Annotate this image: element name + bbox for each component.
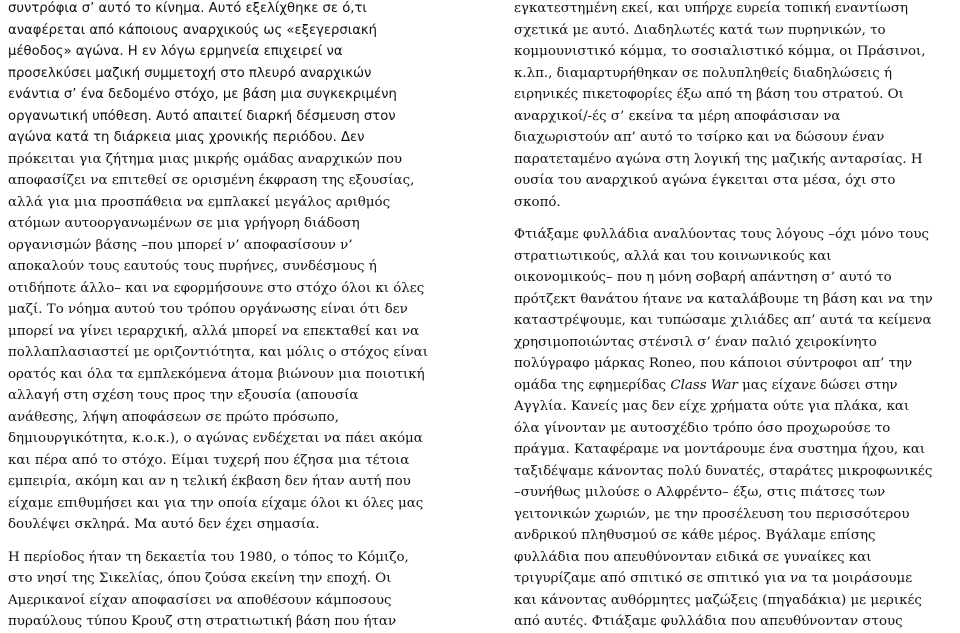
text-line: Φτιάξαμε φυλλάδια αναλύοντας τους λόγους –όχι μόνο τους [514,227,929,242]
text-line: πολλαπλασιαστεί με οριζοντιότητα, και μόλις ο στόχος είναι [8,345,428,360]
text-line: αποκαλούν τους εαυτούς τους πυρήνες, συνδέσμους ή [8,259,377,274]
text-line: στρατιωτικούς, αλλά και του κοινωνικούς και [514,248,832,264]
text-line [514,375,954,397]
text-line: συντρόφια σ’ αυτό το κίνημα. Αυτό εξελίχθηκε σε ό,τι [8,1,367,16]
text-line: Η περίοδος ήταν τη δεκαετία του 1980, ο τόπος το Κόμιζο, [8,549,409,565]
text-line: μέθοδος» αγώνα. Η εν λόγω ερμηνεία επιχειρεί να [8,44,343,59]
text-line: ανδρικού πληθυσμού σε κάθε μέρος. Βγάλαμε επίσης [514,528,876,543]
text-line: πρόκειται για ζήτημα μιας μικρής ομάδας αναρχικών που [8,151,403,167]
text-line: ταξιδέψαμε κάνοντας πολύ δυνατές, σταράτες μικροφωνικές [514,463,933,479]
text-line: οργανωτική υπόθεση. Αυτό απαιτεί διαρκή δέσμευση στον [8,108,396,124]
text-line: αλλαγή στη σχέση τους προς την εξουσία (απουσία [8,388,359,403]
text-line: ουσία του αναρχικού αγώνα έγκειται στα μέσα, όχι στο [514,173,896,188]
text-line: σχετικά με αυτό. Διαδηλωτές κατά των πυρηνικών, το [514,22,886,38]
text-line: πράγμα. Καταφέραμε να μοντάρουμε ένα συστημα ήχου, και [514,442,926,457]
text-line: πολύγραφο μάρκας Roneo, που κάποιοι σύντροφοι απ’ την [514,356,913,371]
text-line: –συνήθως μιλούσε ο Αλφρέντο– έξω, στις πιάτσες των [514,485,886,500]
text-line: αναρχικοί/-ές σ’ εκείνα τα μέρη αποφάσισαν να [514,108,841,124]
text-line: και πέρα από το στόχο. Είμαι τυχερή που έζησα μια τέτοια [8,452,410,468]
text-line: παρατεταμένο αγώνα στη λογική της μαζικής ανταρσίας. Η [514,151,923,167]
text-line: κ.λπ., διαμαρτυρήθηκαν σε πολυπληθείς διαδηλώσεις ή [514,65,893,81]
text-line: πρότζεκτ θανάτου ήτανε να καταλάβουμε τη βάση και να την [514,291,933,307]
paragraph-gap [514,213,954,224]
text-line: εμπειρία, ακόμη και αν η τελική έκβαση δεν ήταν αυτή που [8,474,411,489]
text-line: ανάθεσης, λήψη αποφάσεων σε πρώτο πρόσωπο, [8,409,339,425]
text-line: μαζί. Το νόημα αυτού του τρόπου οργάνωσης είναι ότι δεν [8,302,408,317]
text-fragment: ομάδα της εφημερίδας [514,377,671,393]
text-line: εγκατεστημένη εκεί, και υπήρχε ευρεία τοπική εναντίωση [514,1,909,16]
text-line: είχαμε επιθυμήσει και για την οποία είχαμε όλοι κι όλες μας [8,495,424,511]
text-line: Αμερικανοί είχαν αποφασίσει να αποθέσουν κάμποσους [8,592,392,608]
text-line: κομμουνιστικό κόμμα, το σοσιαλιστικό κόμμα, οι Πράσινοι, [514,44,926,59]
text-line: οικονομικούς– που η μόνη σοβαρή απάντηση σ’ αυτό το [514,270,892,285]
text-line: δημιουργικότητα, κ.ο.κ.), ο αγώνας ενδέχεται να πάει ακόμα [8,431,423,446]
text-line: οτιδήποτε άλλο– και να εφορμήσουνε στο στόχο όλοι κι όλες [8,280,425,296]
text-line: στο νησί της Σικελίας, όπου ζούσα εκείνη την εποχή. Οι [8,571,392,586]
text-line: αγώνα κατά τη διάρκεια μιας χρονικής περιόδου. Δεν [8,130,365,145]
text-line: από αυτές. Φτιάξαμε φυλλάδια που απευθύνονταν στους [514,614,903,629]
text-line: φυλλάδια που απευθύνονταν ειδικά σε γυναίκες και [514,549,872,565]
text-line: ατόμων αυτοοργανωμένων σε μια γρήγορη διάδοση [8,216,360,231]
newspaper-title-emphasis: Class War [670,377,738,393]
text-line: ορατός και όλα τα εμπλεκόμενα άτομα βιώνουν μια ποιοτική [8,366,425,382]
left-text-column [8,0,456,633]
text-line: γειτονικών χωριών, με την προσέλευση του περισσότερου [514,506,910,522]
text-line: καταστρέψουμε, και τυπώσαμε χιλιάδες απ’ αυτά τα κείμενα [514,313,932,328]
text-line: σκοπό. [514,194,561,210]
text-line: ενάντια σ’ ένα δεδομένο στόχο, με βάση μια συγκεκριμένη [8,87,397,102]
text-line: μπορεί να γίνει ιεραρχική, αλλά μπορεί να επεκταθεί και να [8,323,420,339]
paragraph-gap [8,536,456,547]
text-line: χρησιμοποιώντας στένσιλ σ’ έναν παλιό χειροκίνητο [514,334,877,350]
text-line: αλλά για μια προσπάθεια να εμπλακεί μεγάλος αριθμός [8,194,391,210]
text-line: προσελκύσει μαζική συμμετοχή στο πλευρό αναρχικών [8,65,372,81]
text-line: πυραύλους τύπου Κρουζ στη στρατιωτική βάση που ήταν [8,614,397,629]
text-line: οργανισμών βάσης –που μπορεί ν’ αποφασίσουν ν’ [8,237,353,253]
text-line: ειρηνικές πικετοφορίες έξω από τη βάση του στρατού. Οι [514,87,904,102]
text-line: τριγυρίζαμε από σπιτικό σε σπιτικό για να τα μοιράσουμε [514,571,913,586]
text-line: δουλέψει σκληρά. Μα αυτό δεν έχει σημασία. [8,517,320,532]
text-line: Αγγλία. Κανείς μας δεν είχε χρήματα ούτε για πλάκα, και [514,399,910,414]
text-line: και κάνοντας αυθόρμητες μαζώξεις (πηγαδάκια) με μερικές [514,592,922,608]
text-line: όλα γίνονταν με αυτοσχέδιο τρόπο όσο προχωρούσε το [514,420,891,436]
right-text-column [514,0,954,633]
text-line: αναφέρεται από κάποιους αναρχικούς ως «εξεγερσιακή [8,22,378,38]
text-line: διαχωριστούν απ’ αυτό το τσίρκο και να δώσουν έναν [514,130,885,145]
text-line: αποφασίζει να επιτεθεί σε ορισμένη έκφραση της εξουσίας, [8,173,415,188]
text-fragment: μας είχανε δώσει στην [737,377,898,393]
